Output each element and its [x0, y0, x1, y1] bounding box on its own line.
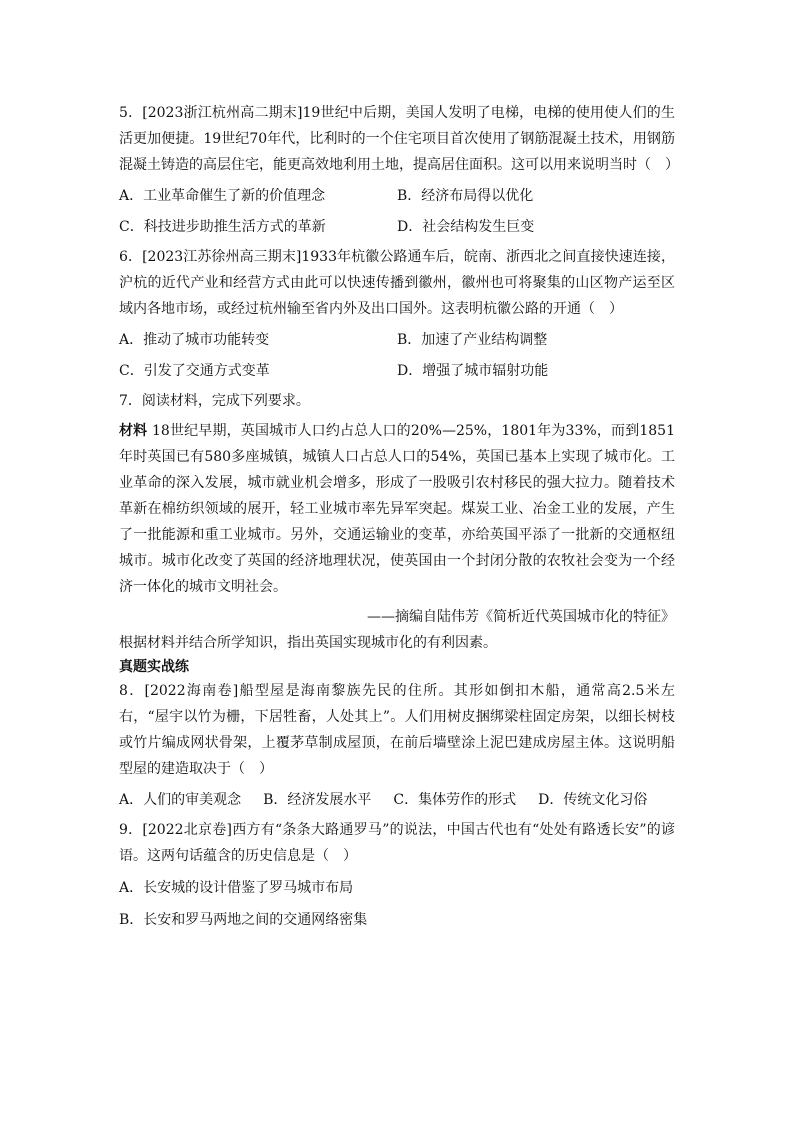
question-9 — [119, 817, 675, 933]
question-5-options-row-2 — [119, 214, 675, 240]
question-8-stem: 8．[2022海南卷]船型屋是海南黎族先民的住所。其形如倒扣木船，通常高2.5米左右，“屋宇以竹为栅，下居牲畜，人处其上”。人们用树皮捆绑梁柱固定房架，以细长树枝或竹片编成网状骨架，上覆茅草制成屋顶，在前后墙壁涂上泥巴建成房屋主体。这说明船型屋的建造取决于（ ） — [119, 683, 675, 777]
question-6 — [119, 244, 675, 384]
question-7-material — [119, 418, 675, 600]
question-6-options-row-1 — [119, 327, 675, 353]
material-label: 材料 — [119, 423, 148, 439]
question-9-option-b: B．长安和罗马两地之间的交通网络密集 — [119, 912, 368, 928]
question-6-option-a: A．推动了城市功能转变 — [119, 332, 270, 348]
material-text: 18世纪早期，英国城市人口约占总人口的20%—25%，1801年为33%，而到1851年时英国已有580多座城镇，城镇人口占总人口的54%，英国已基本上实现了城市化。工业革命的深入发展，城市就业机会增多，形成了一股吸引农村移民的强大拉力。随着技术革新在棉纺织领域的展开，轻工业城市率先异军突起。煤炭工业、冶金工业的发展，产生了一批能源和重工业城市。另外，交通运输业的变革，亦给英国平添了一批新的交通枢纽城市。城市化改变了英国的经济地理状况，使英国由一个封闭分散的农牧社会变为一个经济一体化的城市文明社会。 — [119, 423, 675, 595]
section-heading: 真题实战练 — [119, 659, 189, 675]
question-6-options-row-2 — [119, 358, 675, 384]
question-6-stem: 6．[2023江苏徐州高三期末]1933年杭徽公路通车后，皖南、浙西北之间直接快速连接，沪杭的近代产业和经营方式由此可以快速传播到徽州，徽州也可将聚集的山区物产运至区域内各地市场，或经过杭州输至省内外及出口国外。这表明杭徽公路的开通（ ） — [119, 249, 675, 317]
question-5-option-a: A．工业革命催生了新的价值理念 — [119, 188, 326, 204]
question-8-option-b: B．经济发展水平 — [263, 792, 372, 808]
question-8-option-c: C．集体劳作的形式 — [393, 792, 517, 808]
question-5-option-c: C．科技进步助推生活方式的革新 — [119, 219, 326, 235]
question-6-option-d: D．增强了城市辐射功能 — [397, 363, 549, 379]
question-6-option-b: B．加速了产业结构调整 — [397, 332, 548, 348]
question-8 — [119, 678, 675, 813]
question-5-options-row-1 — [119, 183, 675, 209]
question-9-option-a: A．长安城的设计借鉴了罗马城市布局 — [119, 880, 354, 896]
question-7-stem: 7．阅读材料，完成下列要求。 — [119, 393, 310, 409]
question-9-stem: 9．[2022北京卷]西方有“条条大路通罗马”的说法，中国古代也有“处处有路透长安”的谚语。这两句话蕴含的历史信息是（ ） — [119, 822, 675, 864]
question-8-options-row — [119, 787, 675, 813]
question-8-option-d: D．传统文化习俗 — [538, 792, 648, 808]
question-7 — [119, 388, 675, 656]
question-5-stem: 5．[2023浙江杭州高二期末]19世纪中后期，美国人发明了电梯，电梯的使用使人们的生活更加便捷。19世纪70年代，比利时的一个住宅项目首次使用了钢筋混凝土技术，用钢筋混凝土铸造的高层住宅，能更高效地利用土地，提高居住面积。这可以用来说明当时（ ） — [119, 105, 679, 173]
question-6-option-c: C．引发了交通方式变革 — [119, 363, 270, 379]
material-source: ——摘编自陆伟芳《简析近代英国城市化的特征》 — [367, 609, 675, 625]
question-5 — [119, 100, 679, 240]
question-8-option-a: A．人们的审美观念 — [119, 792, 242, 808]
document-body — [119, 100, 679, 933]
question-5-option-b: B．经济布局得以优化 — [397, 188, 534, 204]
question-7-requirement: 根据材料并结合所学知识，指出英国实现城市化的有利因素。 — [119, 635, 497, 651]
question-5-option-d: D．社会结构发生巨变 — [397, 219, 535, 235]
